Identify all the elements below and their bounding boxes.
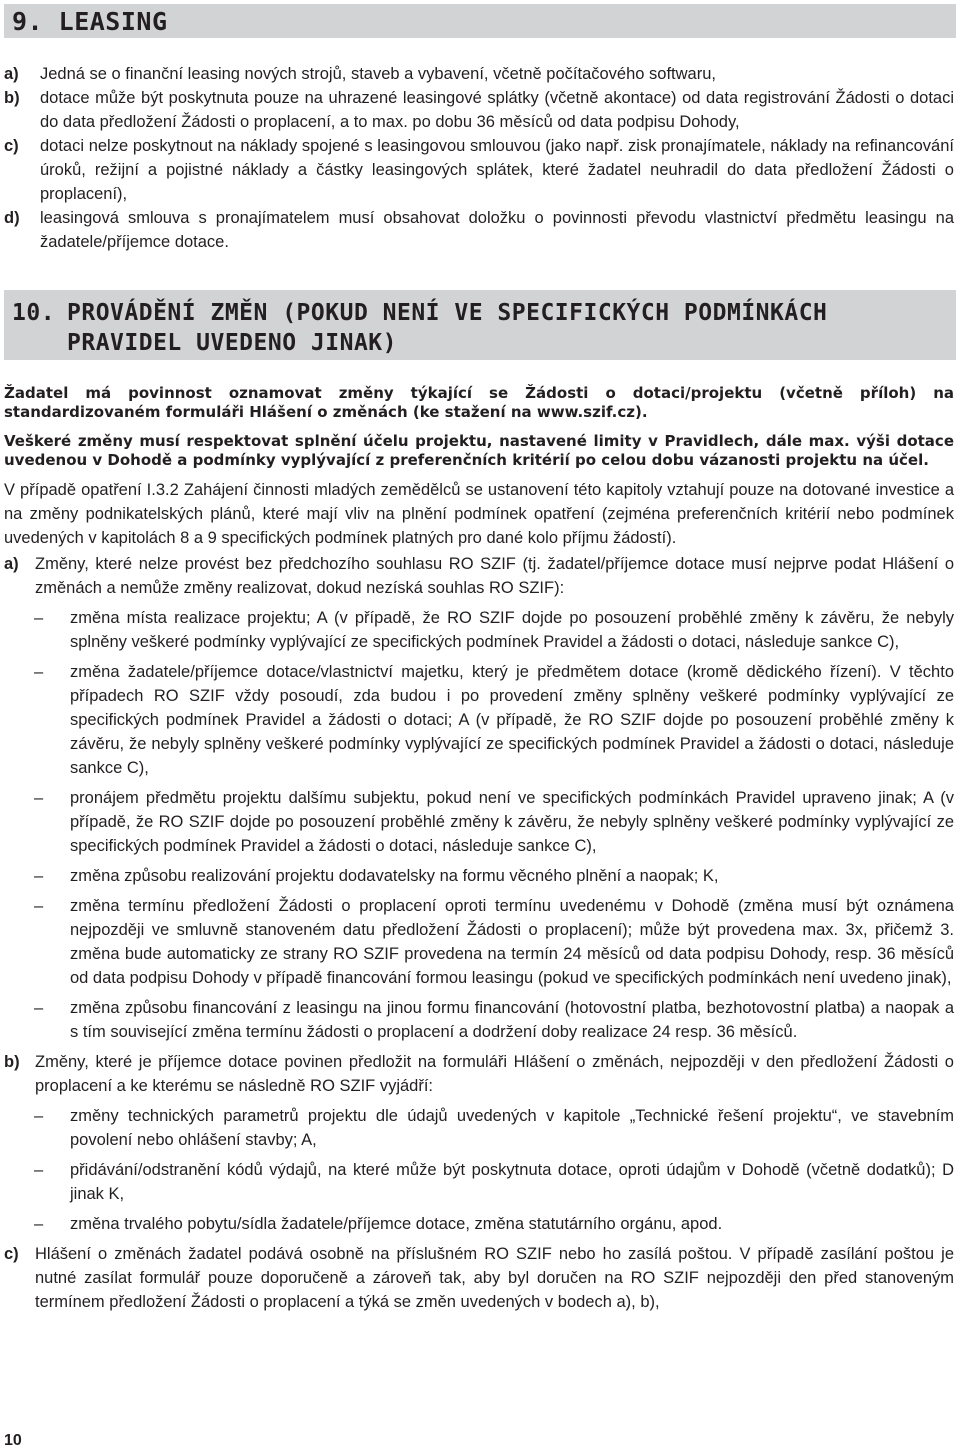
item-text: Jedná se o finanční leasing nových strojů, staveb a vybavení, včetně počítačového softwaru, xyxy=(40,65,716,83)
item-label: c) xyxy=(4,1245,19,1263)
dash-bullet: – xyxy=(34,1107,44,1125)
dash-bullet: – xyxy=(34,663,44,681)
list-item-b xyxy=(0,1050,960,1098)
item-text: dotaci nelze poskytnout na náklady spojené s leasingovou smlouvou (jako např. zisk pronajímatele, náklady na refinancování úroků, režijní a pojistné náklady a částky leasingových splátek, které žadatel neuhradil do data předložení Žádosti o proplacení), xyxy=(40,137,954,203)
list-item xyxy=(0,62,960,86)
item-text: leasingová smlouva s pronajímatelem musí obsahovat doložku o povinnosti převodu vlastnictví předmětu leasingu na žadatele/příjemce dotace. xyxy=(40,209,954,251)
list-item-a xyxy=(0,552,960,600)
dash-item xyxy=(0,1212,960,1236)
item-label: b) xyxy=(4,89,20,107)
dash-text: pronájem předmětu projektu dalšímu subjektu, pokud není ve specifických podmínkách Pravidel upraveno jinak; A (v případě, že RO SZIF dojde po posouzení proběhlé změny k závěru, že nebyly splněny veškeré podmínky vyplývající ze specifických podmínek Pravidel a žádosti o dotaci, následuje sankce C), xyxy=(70,789,954,855)
section-title-line-2: PRAVIDEL UVEDENO JINAK) xyxy=(67,330,397,356)
dash-text: změny technických parametrů projektu dle údajů uvedených v kapitole „Technické řešení projektu“, ve stavebním povolení nebo ohlášení stavby; A, xyxy=(70,1107,954,1149)
item-label: b) xyxy=(4,1053,20,1071)
item-label: c) xyxy=(4,137,19,155)
section-9-list xyxy=(0,62,960,254)
dash-bullet: – xyxy=(34,999,44,1017)
section-number: 10. xyxy=(12,300,56,326)
dash-text: změna způsobu realizování projektu dodavatelsky na formu věcného plnění a naopak; K, xyxy=(70,867,719,885)
dash-item xyxy=(0,996,960,1044)
section-9-heading: 9. LEASING xyxy=(4,4,956,38)
dash-item xyxy=(0,1104,960,1152)
dash-bullet: – xyxy=(34,789,44,807)
page-number: 10 xyxy=(4,1432,22,1449)
list-item xyxy=(0,86,960,134)
list-item xyxy=(0,134,960,206)
dash-text: změna způsobu financování z leasingu na jinou formu financování (hotovostní platba, bezhotovostní platba) a naopak a s tím související změna termínu žádosti o proplacení a dodržení doby realizace 24 resp. 36 měsíců. xyxy=(70,999,954,1041)
item-text: Změny, které nelze provést bez předchozího souhlasu RO SZIF (tj. žadatel/příjemce dotace musí nejprve podat Hlášení o změnách a nemůže změny realizovat, dokud nezíská souhlas RO SZIF): xyxy=(35,555,954,597)
item-text: Hlášení o změnách žadatel podává osobně na příslušném RO SZIF nebo ho zasílá poštou. V případě zasílání poštou je nutné zasílat formulář pouze doporučeně a zároveň tak, aby byl doručen na RO SZIF nejpozději den před stanoveným termínem předložení Žádosti o proplacení a týká se změn uvedených v bodech a), b), xyxy=(35,1245,954,1311)
dash-text: změna termínu předložení Žádosti o proplacení oproti termínu uvedenému v Dohodě (změna musí být oznámena nejpozději ve smluvně stanoveném datu předložení Žádosti o proplacení); může být provedena max. 3x, přičemž 3. změna bude automaticky ze strany RO SZIF provedena na termín 24 měsíců od data podpisu Dohody, resp. 36 měsíců od data podpisu Dohody v případě financování formou leasingu (pokud ve specifických podmínkách není uvedeno jinak), xyxy=(70,897,954,987)
item-label: d) xyxy=(4,209,20,227)
section-10-heading xyxy=(4,290,956,360)
dash-item xyxy=(0,786,960,858)
bold-paragraph: Žadatel má povinnost oznamovat změny týkající se Žádosti o dotaci/projektu (včetně příloh) na standardizovaném formuláři Hlášení o změnách (ke stažení na www.szif.cz). xyxy=(4,384,954,421)
dash-item xyxy=(0,1158,960,1206)
section-title-line-1: PROVÁDĚNÍ ZMĚN (POKUD NENÍ VE SPECIFICKÝCH PODMÍNKÁCH xyxy=(67,300,828,326)
dash-item xyxy=(0,864,960,888)
dash-item xyxy=(0,894,960,990)
item-label: a) xyxy=(4,65,19,83)
item-text: Změny, které je příjemce dotace povinen předložit na formuláři Hlášení o změnách, nejpozději v den předložení Žádosti o proplacení a ke kterému se následně RO SZIF vyjádří: xyxy=(35,1053,954,1095)
bold-paragraph: Veškeré změny musí respektovat splnění účelu projektu, nastavené limity v Pravidlech, dále max. výši dotace uvedenou v Dohodě a podmínky vyplývající z preferenčních kritérií po celou dobu vázanosti projektu na účel. xyxy=(4,432,954,469)
dash-text: změna trvalého pobytu/sídla žadatele/příjemce dotace, změna statutárního orgánu, apod. xyxy=(70,1215,723,1233)
dash-text: změna žadatele/příjemce dotace/vlastnictví majetku, který je předmětem dotace (kromě dědického řízení). V těchto případech RO SZIF vždy posoudí, zda budou i po provedení změny splněny veškeré podmínky vyplývající ze specifických podmínek Pravidel a žádosti o dotaci; A (v případě, že RO SZIF dojde po posouzení proběhlé změny k závěru, že nebyly splněny veškeré podmínky vyplývající ze specifických podmínek Pravidel a žádosti o dotaci, následuje sankce C), xyxy=(70,663,954,777)
dash-text: změna místa realizace projektu; A (v případě, že RO SZIF dojde po posouzení proběhlé změny k závěru, že nebyly splněny veškeré podmínky vyplývající ze specifických podmínek Pravidel a žádosti o dotaci, následuje sankce C), xyxy=(70,609,954,651)
dash-bullet: – xyxy=(34,609,44,627)
dash-item xyxy=(0,606,960,654)
item-label: a) xyxy=(4,555,19,573)
list-item xyxy=(0,206,960,254)
dash-bullet: – xyxy=(34,1161,44,1179)
section-10-body xyxy=(0,384,960,1314)
dash-bullet: – xyxy=(34,1215,44,1233)
list-item-c xyxy=(0,1242,960,1314)
dash-bullet: – xyxy=(34,897,44,915)
dash-text: přidávání/odstranění kódů výdajů, na které může být poskytnuta dotace, oproti údajům v Dohodě (včetně dodatků); D jinak K, xyxy=(70,1161,954,1203)
item-text: dotace může být poskytnuta pouze na uhrazené leasingové splátky (včetně akontace) od data registrování Žádosti o dotaci do data předložení Žádosti o proplacení, a to max. po dobu 36 měsíců od data podpisu Dohody, xyxy=(40,89,954,131)
intro-paragraph: V případě opatření I.3.2 Zahájení činnosti mladých zemědělců se ustanovení této kapitoly vztahují pouze na dotované investice a na změny podnikatelských plánů, které mají vliv na plnění podmínek opatření (zejména preferenčních kritérií nebo podmínek uvedených v kapitolách 8 a 9 specifických podmínek platných pro dané kolo příjmu žádostí). xyxy=(4,481,954,547)
dash-item xyxy=(0,660,960,780)
dash-bullet: – xyxy=(34,867,44,885)
